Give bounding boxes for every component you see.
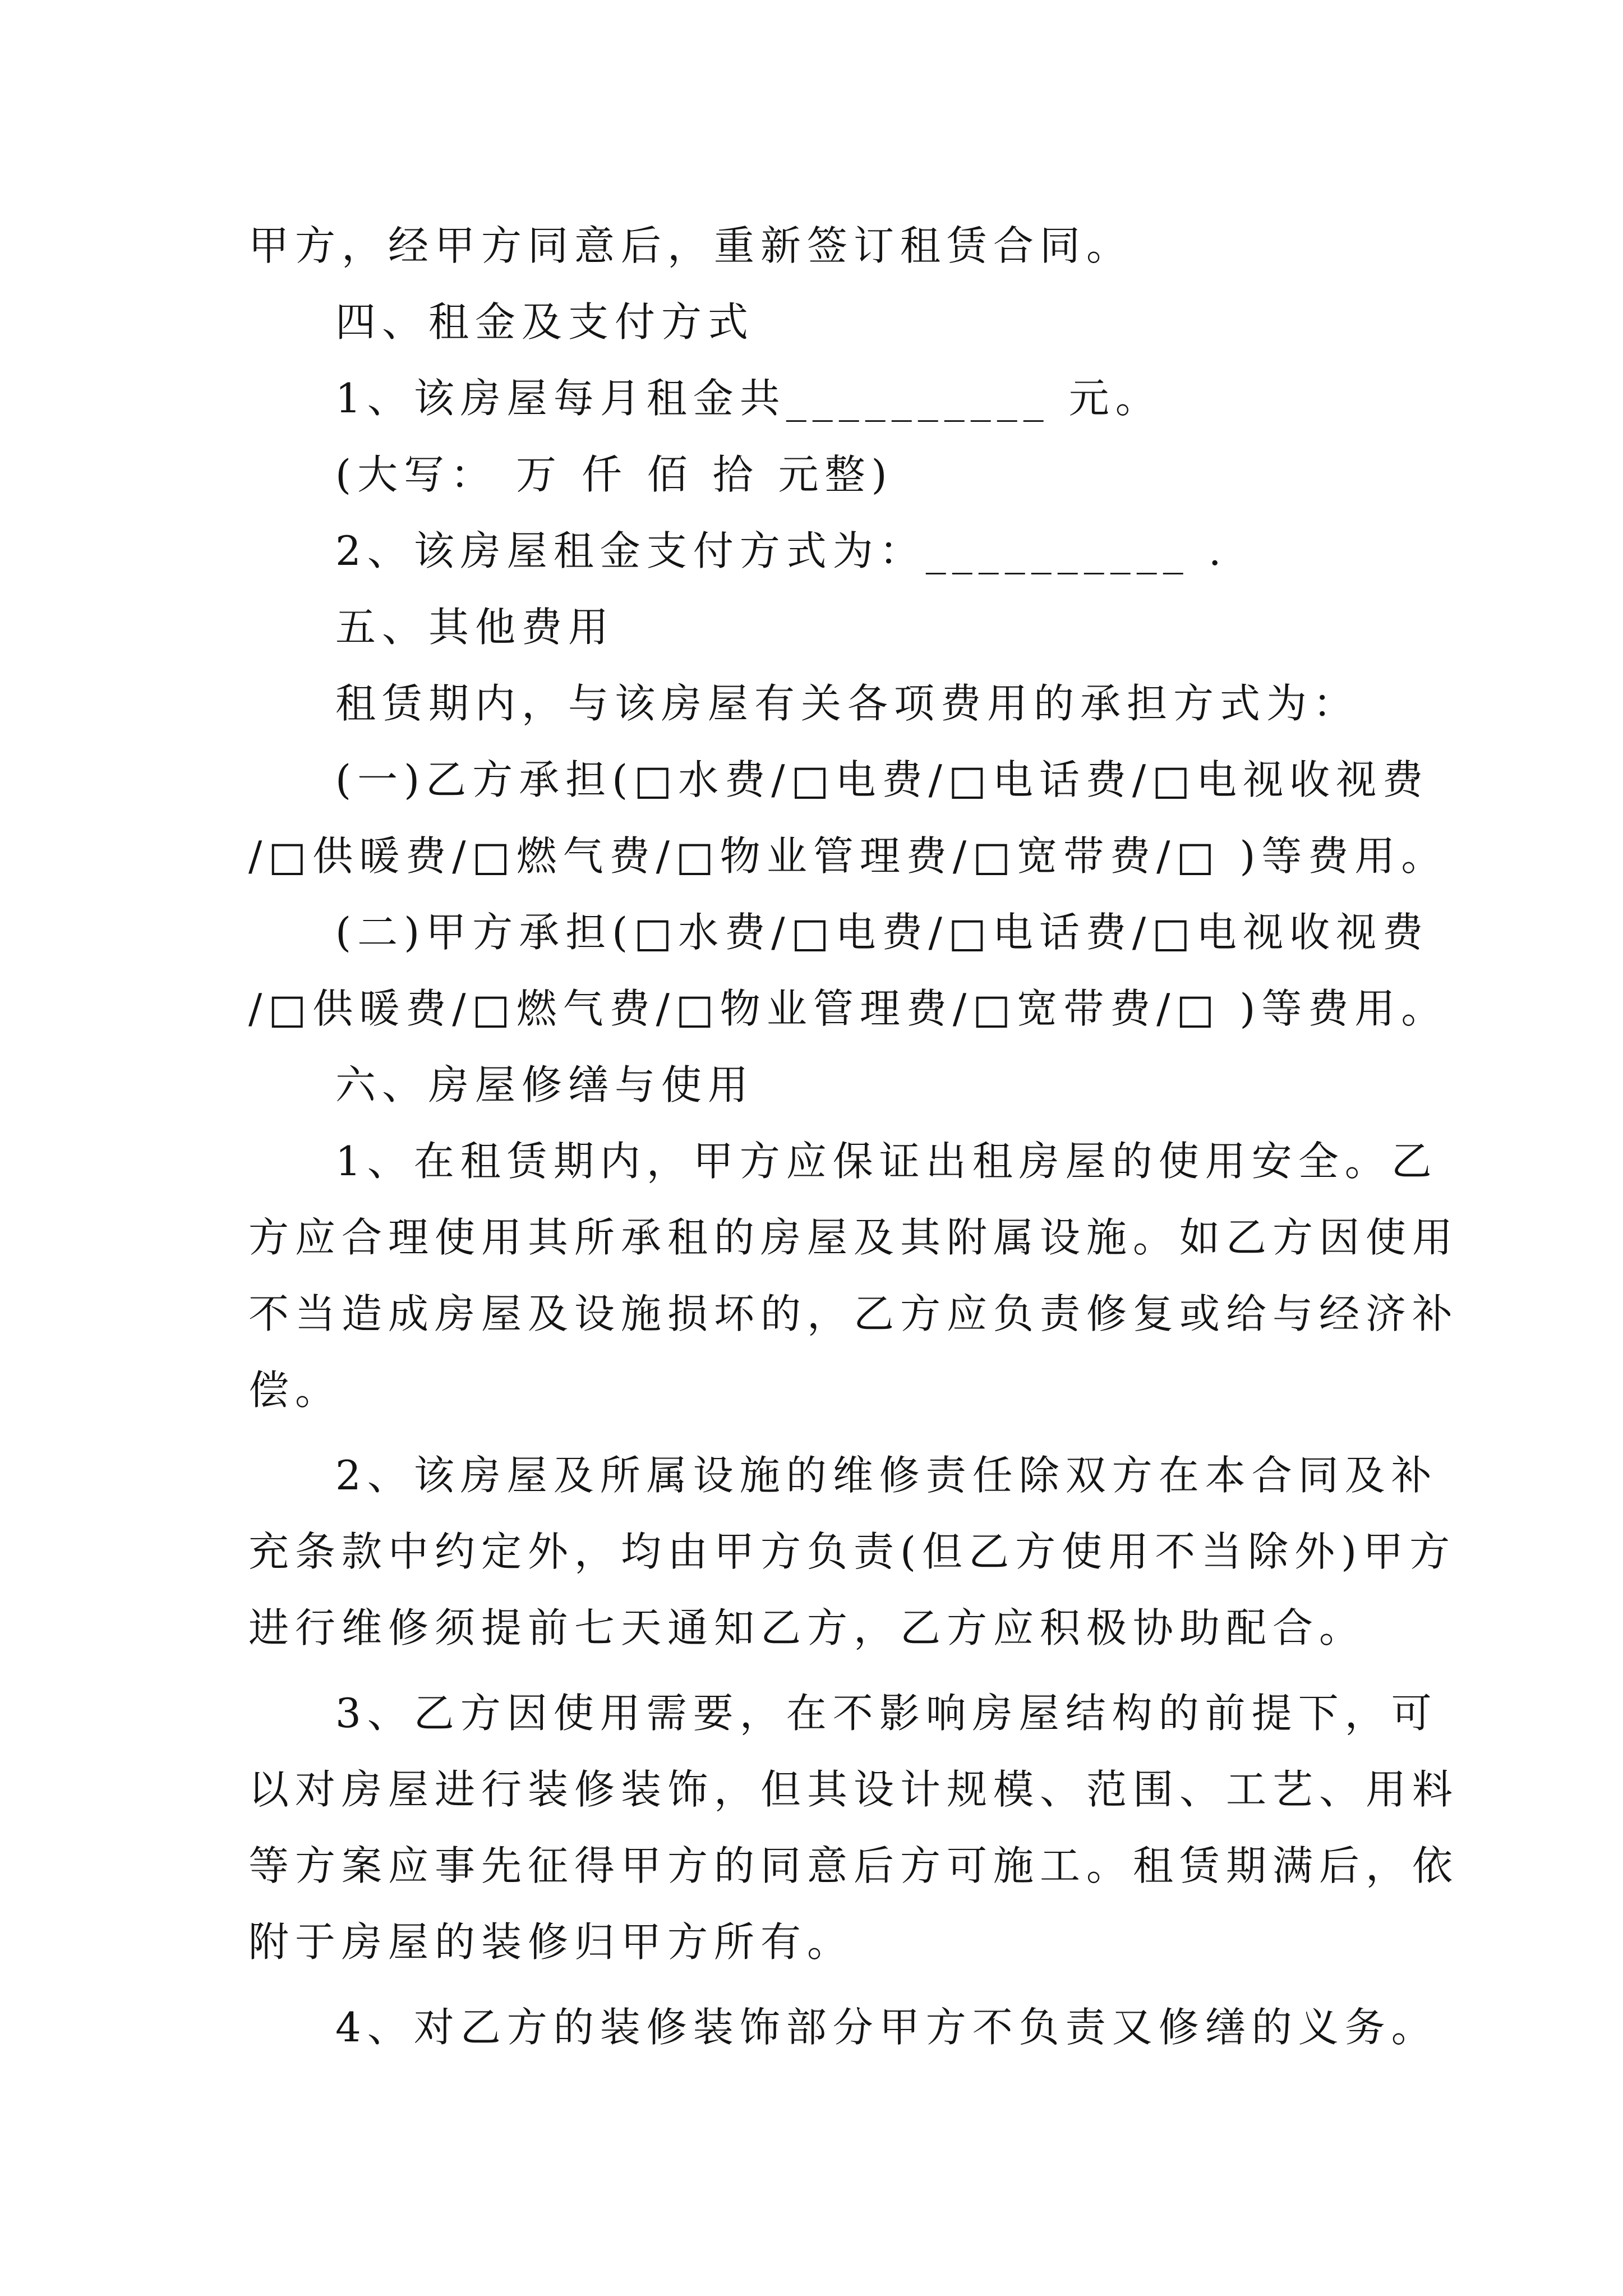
- text-line: 3、乙方因使用需要，在不影响房屋结构的前提下，可: [335, 1690, 1438, 1737]
- text-line: (一)乙方承担(□水费/□电费/□电话费/□电视收视费: [335, 756, 1430, 803]
- text-line: 不当造成房屋及设施损坏的，乙方应负责修复或给与经济补: [248, 1290, 1459, 1337]
- text-line: 方应合理使用其所承租的房屋及其附属设施。如乙方因使用: [248, 1214, 1459, 1261]
- text-line: /□供暖费/□燃气费/□物业管理费/□宽带费/□ )等费用。: [248, 985, 1448, 1032]
- section-heading-other-fees: 五、其他费用: [335, 604, 615, 651]
- section-heading-repair: 六、房屋修缮与使用: [335, 1061, 755, 1108]
- text-line: 1、该房屋每月租金共__________ 元。: [335, 375, 1162, 422]
- text-line: 偿。: [248, 1366, 342, 1414]
- text-line: 等方案应事先征得甲方的同意后方可施工。租赁期满后，依: [248, 1842, 1459, 1889]
- paragraph-gap: [248, 1428, 1393, 1437]
- text-line: 甲方，经甲方同意后，重新签订租赁合同。: [248, 222, 1133, 269]
- paragraph-gap: [248, 1666, 1393, 1675]
- text-line: 2、该房屋租金支付方式为：__________ .: [335, 527, 1228, 574]
- text-line: (二)甲方承担(□水费/□电费/□电话费/□电视收视费: [335, 909, 1430, 956]
- text-line: 2、该房屋及所属设施的维修责任除双方在本合同及补: [335, 1452, 1438, 1499]
- paragraph-gap: [248, 1980, 1393, 1989]
- section-heading-rent: 四、租金及支付方式: [335, 298, 755, 346]
- text-line: 4、对乙方的装修装饰部分甲方不负责又修缮的义务。: [335, 2004, 1438, 2051]
- text-line: /□供暖费/□燃气费/□物业管理费/□宽带费/□ )等费用。: [248, 832, 1448, 880]
- text-line: 附于房屋的装修归甲方所有。: [248, 1918, 854, 1966]
- text-line: 进行维修须提前七天通知乙方，乙方应积极协助配合。: [248, 1604, 1366, 1651]
- document-body: [248, 208, 1459, 2065]
- text-line: 1、在租赁期内，甲方应保证出租房屋的使用安全。乙: [335, 1138, 1438, 1185]
- text-line: 租赁期内，与该房屋有关各项费用的承担方式为：: [335, 680, 1360, 727]
- text-line: (大写： 万 仟 佰 拾 元整): [335, 451, 893, 498]
- text-line: 充条款中约定外，均由甲方负责(但乙方使用不当除外)甲方: [248, 1528, 1456, 1575]
- text-line: 以对房屋进行装修装饰，但其设计规模、范围、工艺、用料: [248, 1766, 1459, 1813]
